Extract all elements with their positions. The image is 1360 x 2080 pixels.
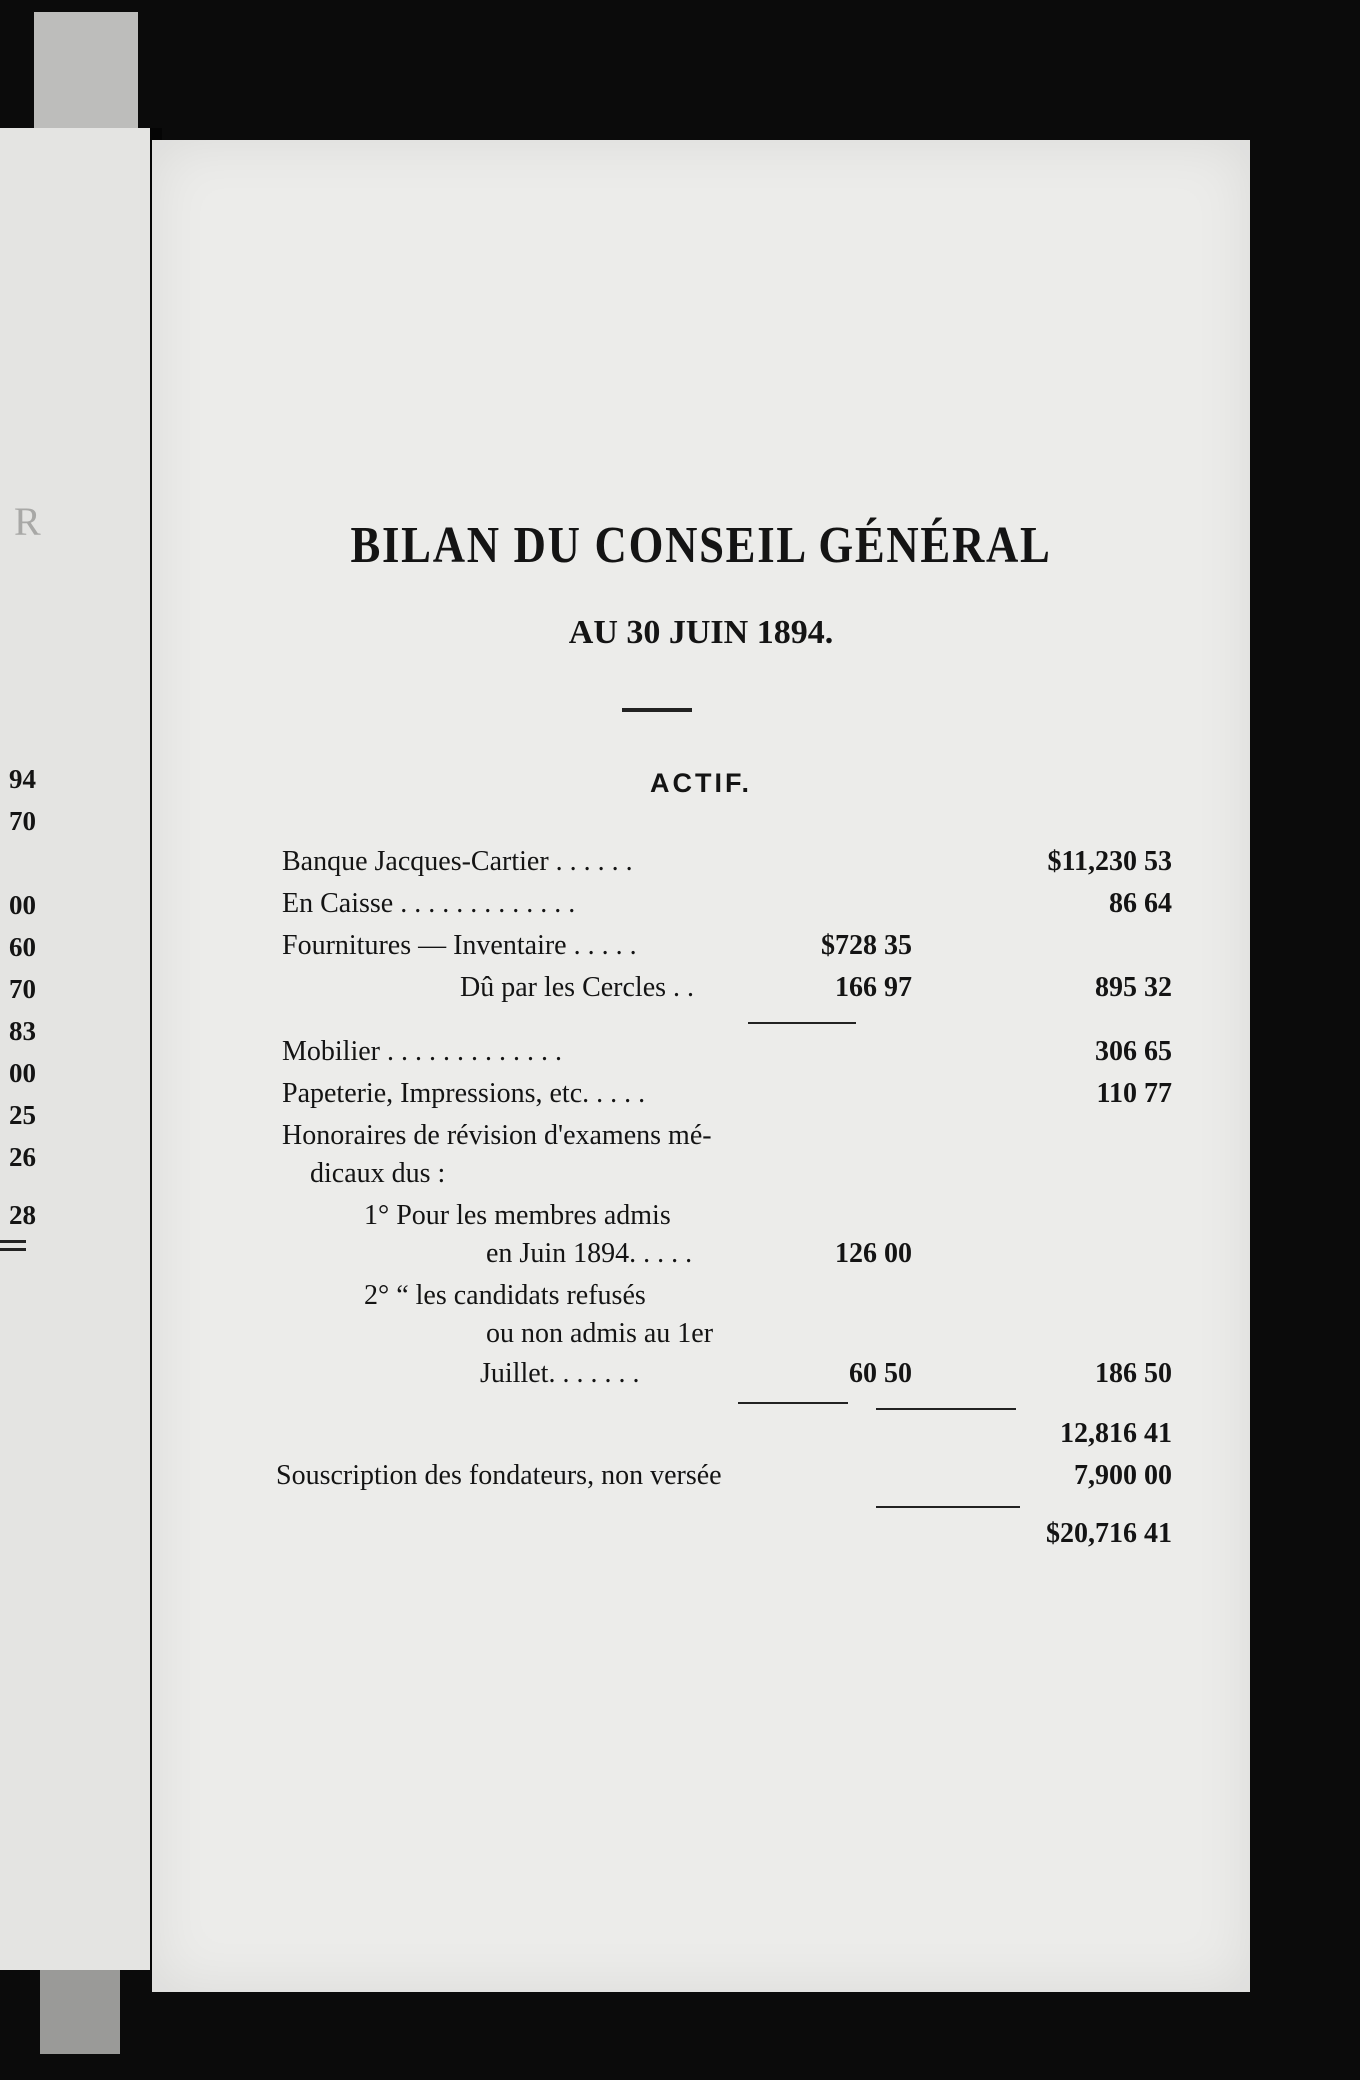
left-page-number: 60 [9,932,36,962]
row-label: Mobilier . . . . . . . . . . . . . [282,1036,562,1067]
row-amount-subtotal: 166 97 [835,972,912,1003]
row-label: Papeterie, Impressions, etc. . . . . [282,1078,646,1109]
row-label: Fournitures — Inventaire . . . . . [282,930,637,961]
page-subtitle: AU 30 JUIN 1894. [568,614,834,651]
left-page-number: 83 [9,1016,36,1046]
row-amount-total: 895 32 [1095,972,1172,1003]
left-page-number: 28 [9,1200,36,1230]
left-page-tab-top [34,12,138,132]
row-amount-total: 306 65 [1095,1036,1172,1067]
left-page-fragment [0,128,162,1970]
row-amount-subtotal: 60 50 [849,1358,912,1389]
subtotal-rule [738,1402,848,1404]
row-label: Juillet. . . . . . . [480,1358,640,1389]
row-amount-total: 86 64 [1109,888,1172,919]
row-amount-total: 12,816 41 [1060,1418,1172,1449]
row-label: ou non admis au 1er [486,1318,714,1349]
left-page-rule [0,1248,26,1251]
left-page-tab-bottom [40,1970,120,2054]
subtotal-rule [748,1022,856,1024]
row-amount-subtotal: 126 00 [835,1238,912,1269]
row-label: En Caisse . . . . . . . . . . . . . [282,888,576,919]
left-page-number: 70 [9,974,36,1004]
row-label: dicaux dus : [310,1158,446,1189]
row-label: Honoraires de révision d'examens mé- [282,1120,712,1151]
row-label: Banque Jacques-Cartier . . . . . . [282,846,633,877]
row-label: en Juin 1894. . . . . [486,1238,693,1269]
row-amount-total: 7,900 00 [1074,1460,1172,1491]
row-amount-total: 186 50 [1095,1358,1172,1389]
left-page-number: 94 [9,764,36,794]
row-amount-total: 110 77 [1096,1078,1172,1109]
section-heading: ACTIF. [650,768,752,798]
document-page [152,140,1250,1992]
row-label: Souscription des fondateurs, non versée [276,1460,722,1491]
page-title: BILAN DU CONSEIL GÉNÉRAL [350,517,1052,574]
title-divider [622,708,692,712]
row-amount-grand-total: $20,716 41 [1046,1518,1172,1549]
left-page-rule [0,1240,26,1243]
row-label: 2° “ les candidats refusés [364,1280,646,1311]
row-label: 1° Pour les membres admis [364,1200,671,1231]
left-page-number: 25 [9,1100,36,1130]
row-label: Dû par les Cercles . . [460,972,695,1003]
left-page-number: 00 [9,1058,36,1088]
left-page-number: 70 [9,806,36,836]
row-amount-subtotal: $728 35 [821,930,912,961]
left-page-letter: R [14,499,41,544]
total-rule [876,1408,1016,1410]
left-page-number: 00 [9,890,36,920]
total-rule [876,1506,1020,1508]
left-page-number: 26 [9,1142,36,1172]
row-amount-total: $11,230 53 [1047,846,1172,877]
